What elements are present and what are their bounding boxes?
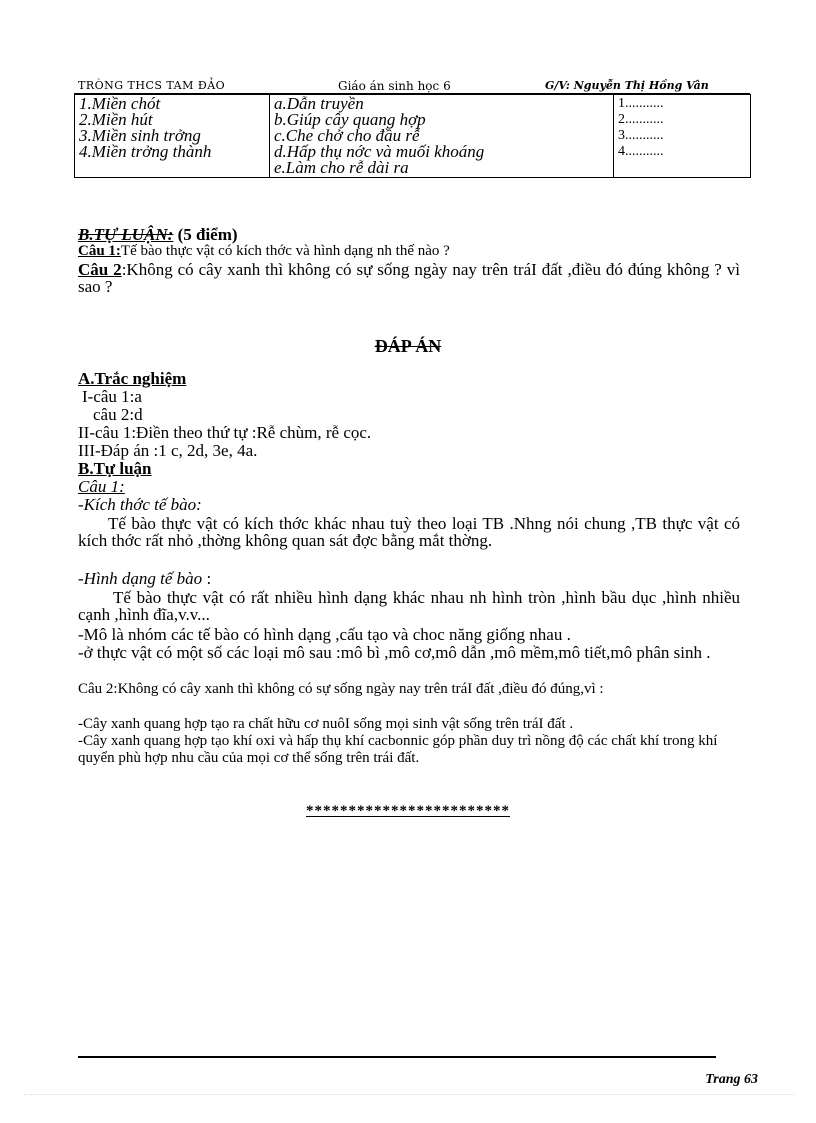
table-col-functions xyxy=(270,95,614,178)
tissue-types: -ở thực vật có một số các loại mô sau :mô bì ,mô cơ,mô dẫn ,mô mềm,mô tiết,mô phân sinh . xyxy=(78,643,711,662)
list-item: 3.Miền sinh trởng xyxy=(79,126,201,145)
tissue-definition: -Mô là nhóm các tế bào có hình dạng ,cấu tạo và choc năng giống nhau . xyxy=(78,625,571,644)
answer-question-2: Câu 2:Không có cây xanh thì không có sự sống ngày nay trên tráI đất ,điều đó đúng,vì : xyxy=(78,681,604,697)
page-edge xyxy=(24,1094,794,1095)
essay-question-1 xyxy=(78,243,740,260)
footer-rule xyxy=(78,1056,716,1058)
answer-title: ĐÁP ÁN xyxy=(374,336,442,356)
answer-line: II-câu 1:Điền theo thứ tự :Rễ chùm, rễ cọc. xyxy=(78,423,372,442)
answer-line: I-câu 1:a xyxy=(82,387,142,406)
cell-size-text: Tế bào thực vật có kích thớc khác nhau tuỳ theo loại TB .Nhng nói chung ,TB thực vật có kích thớc rất nhỏ ,thờng không quan sát đợc bằng mắt thờng. xyxy=(78,514,740,550)
matching-table xyxy=(74,94,751,178)
cell-shape-label: -Hình dạng tế bào xyxy=(78,569,203,588)
list-item: 2........... xyxy=(618,112,664,127)
answer-point: -Cây xanh quang hợp tạo ra chất hữu cơ nuôI sống mọi sinh vật sống trên tráI đất . xyxy=(78,716,574,732)
page-number: Trang 63 xyxy=(705,1072,758,1087)
list-item: a.Dẫn truyền xyxy=(274,94,364,113)
answer-line: câu 2:d xyxy=(93,405,143,424)
table-col-zones xyxy=(75,95,270,178)
list-item: e.Làm cho rễ dài ra xyxy=(274,158,409,177)
question-text: Tế bào thực vật có kích thớc và hình dạng nh thế nào ? xyxy=(120,243,450,259)
divider-stars: ************************ xyxy=(306,803,510,819)
header-teacher: G/V: Nguyễn Thị Hồng Vân xyxy=(545,79,709,92)
essay-heading-line xyxy=(78,226,740,243)
essay-question-2 xyxy=(78,261,740,295)
list-item: 1........... xyxy=(618,96,664,111)
cell-shape-label-line xyxy=(78,570,740,587)
list-item: 4........... xyxy=(618,144,664,159)
list-item: 4.Miền trởng thành xyxy=(79,142,212,161)
answer-point: -Cây xanh quang hợp tạo khí oxi và hấp thụ khí cacbonnic góp phần duy trì nồng độ các chất khí trong khí quyển phù hợp nhu cầu của mọi cơ thể sống trên trái đất. xyxy=(78,733,718,766)
answer-question-label: Câu 1: xyxy=(78,477,125,496)
header-subject: Giáo án sinh học 6 xyxy=(338,79,451,93)
list-item: d.Hấp thụ nớc và muối khoáng xyxy=(274,142,485,161)
essay-points: (5 điểm) xyxy=(177,225,238,244)
table-col-answers xyxy=(614,95,751,178)
list-item: 2.Miền hút xyxy=(79,110,153,129)
list-item: 1.Miền chót xyxy=(79,94,161,113)
header-school: TRÒNG THCS TAM ĐẢO xyxy=(78,79,226,92)
section-a-heading: A.Trắc nghiệm xyxy=(78,369,187,388)
question-text: :Không có cây xanh thì không có sự sống ngày nay trên tráI đất ,điều đó đúng không ? vì sao ? xyxy=(78,260,740,296)
list-item: c.Che chở cho đầu rễ xyxy=(274,126,420,145)
cell-size-label: -Kích thớc tế bào: xyxy=(78,495,202,514)
cell-shape-text: Tế bào thực vật có rất nhiều hình dạng khác nhau nh hình tròn ,hình bầu dục ,hình nhiều cạnh ,hình đĩa,v.v... xyxy=(78,588,740,624)
question-label: Câu 1: xyxy=(78,243,121,259)
list-item: b.Giúp cây quang hợp xyxy=(274,110,426,129)
list-item: 3........... xyxy=(618,128,664,143)
section-b-heading: B.Tự luận xyxy=(78,459,152,478)
cell-shape-colon: : xyxy=(202,569,212,588)
essay-heading: B.TỰ LUẬN: xyxy=(78,225,174,244)
answer-line: III-Đáp án :1 c, 2d, 3e, 4a. xyxy=(78,441,258,460)
question-label: Câu 2 xyxy=(78,260,122,279)
